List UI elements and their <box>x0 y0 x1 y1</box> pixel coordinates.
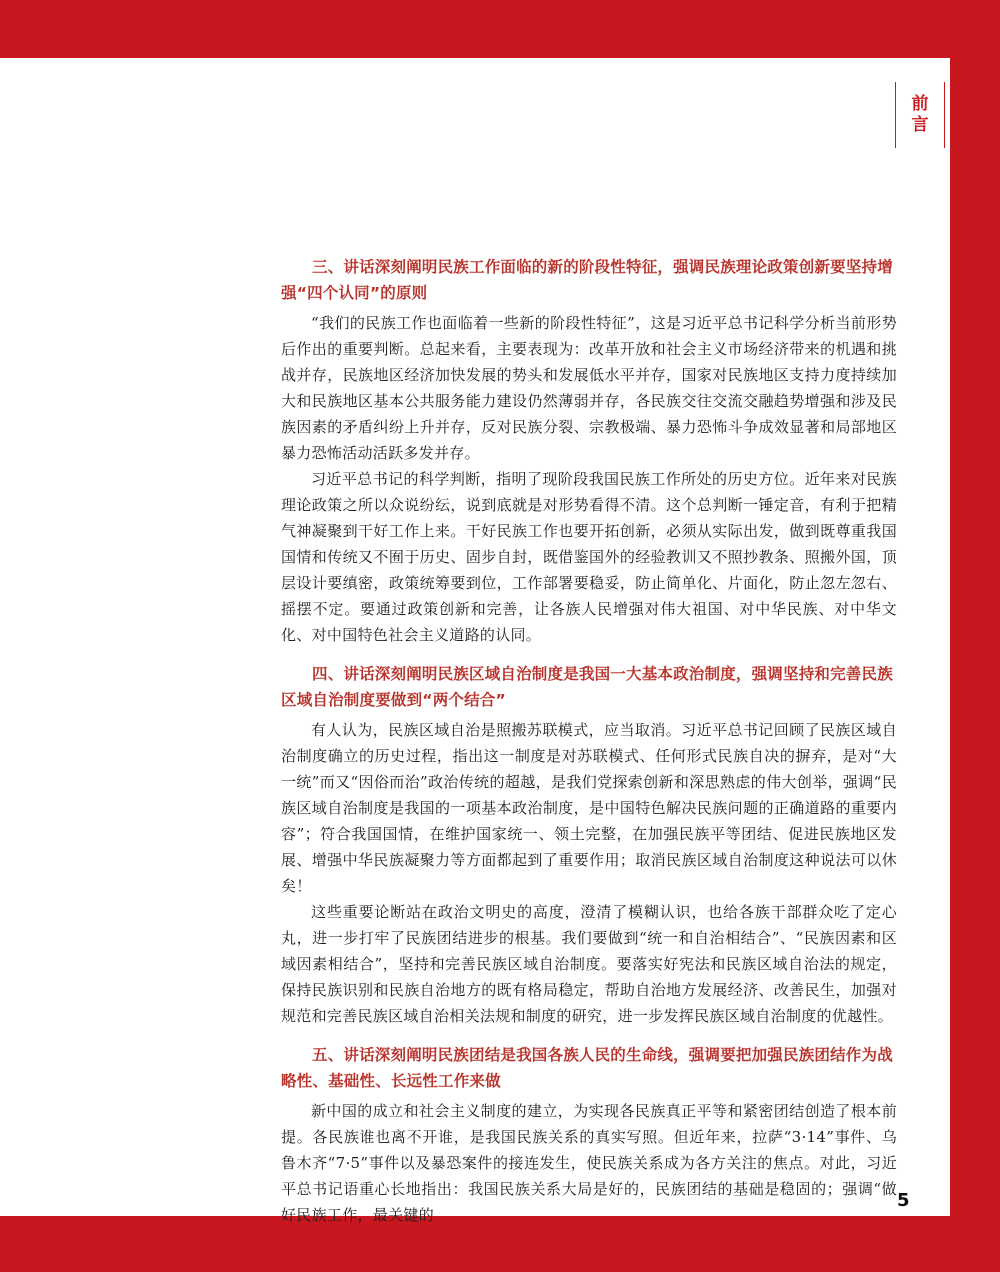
body-paragraph: 有人认为，民族区域自治是照搬苏联模式，应当取消。习近平总书记回顾了民族区域自治制度确立的历史过程，指出这一制度是对苏联模式、任何形式民族自决的摒弃，是对“大一统”而又“因俗而治”政治传统的超越，是我们党探索创新和深思熟虑的伟大创举，强调“民族区域自治制度是我国的一项基本政治制度，是中国特色解决民族问题的正确道路的重要内容”；符合我国国情，在维护国家统一、领土完整，在加强民族平等团结、促进民族地区发展、增强中华民族凝聚力等方面都起到了重要作用；取消民族区域自治制度这种说法可以休矣！ <box>281 721 897 895</box>
section-3 <box>281 254 897 648</box>
body-paragraph: 习近平总书记的科学判断，指明了现阶段我国民族工作所处的历史方位。近年来对民族理论政策之所以众说纷纭，说到底就是对形势看得不清。这个总判断一锤定音，有利于把精气神凝聚到干好工作上来。干好民族工作也要开拓创新，必须从实际出发，做到既尊重我国国情和传统又不囿于历史、固步自封，既借鉴国外的经验教训又不照抄教条、照搬外国，顶层设计要缜密，政策统筹要到位，工作部署要稳妥，防止简单化、片面化，防止忽左忽右、摇摆不定。要通过政策创新和完善，让各族人民增强对伟大祖国、对中华民族、对中华文化、对中国特色社会主义道路的认同。 <box>281 470 897 644</box>
section-tab-char: 前 <box>911 94 929 114</box>
body-paragraph: 这些重要论断站在政治文明史的高度，澄清了模糊认识，也给各族干部群众吃了定心丸，进一步打牢了民族团结进步的根基。我们要做到“统一和自治相结合”、“民族因素和区域因素相结合”，坚持和完善民族区域自治制度。要落实好宪法和民族区域自治法的规定，保持民族识别和民族自治地方的既有格局稳定，帮助自治地方发展经济、改善民生，加强对规范和完善民族区域自治相关法规和制度的研究，进一步发挥民族区域自治制度的优越性。 <box>281 903 897 1025</box>
section-heading: 四、讲话深刻阐明民族区域自治制度是我国一大基本政治制度，强调坚持和完善民族区域自治制度要做到“两个结合” <box>281 665 893 709</box>
section-5 <box>281 1042 897 1228</box>
section-heading: 三、讲话深刻阐明民族工作面临的新的阶段性特征，强调民族理论政策创新要坚持增强“四个认同”的原则 <box>281 258 893 302</box>
right-edge-strip <box>950 58 1000 1216</box>
body-paragraph: “我们的民族工作也面临着一些新的阶段性特征”，这是习近平总书记科学分析当前形势后作出的重要判断。总起来看，主要表现为：改革开放和社会主义市场经济带来的机遇和挑战并存，民族地区经济加快发展的势头和发展低水平并存，国家对民族地区支持力度持续加大和民族地区基本公共服务能力建设仍然薄弱并存，各民族交往交流交融趋势增强和涉及民族因素的矛盾纠纷上升并存，反对民族分裂、宗教极端、暴力恐怖斗争成效显著和局部地区暴力恐怖活动活跃多发并存。 <box>281 314 897 462</box>
page-number: 5 <box>897 1190 910 1211</box>
section-4 <box>281 661 897 1029</box>
section-tab-char: 言 <box>911 115 929 135</box>
article-body <box>281 254 897 1228</box>
section-heading: 五、讲话深刻阐明民族团结是我国各族人民的生命线，强调要把加强民族团结作为战略性、基础性、长远性工作来做 <box>281 1046 893 1090</box>
section-tab-preface <box>895 82 945 148</box>
body-paragraph: 新中国的成立和社会主义制度的建立，为实现各民族真正平等和紧密团结创造了根本前提。各民族谁也离不开谁，是我国民族关系的真实写照。但近年来，拉萨“3·14”事件、乌鲁木齐“7·5”事件以及暴恐案件的接连发生，使民族关系成为各方关注的焦点。对此，习近平总书记语重心长地指出：我国民族关系大局是好的，民族团结的基础是稳固的；强调“做好民族工作，最关键的 <box>281 1102 897 1224</box>
